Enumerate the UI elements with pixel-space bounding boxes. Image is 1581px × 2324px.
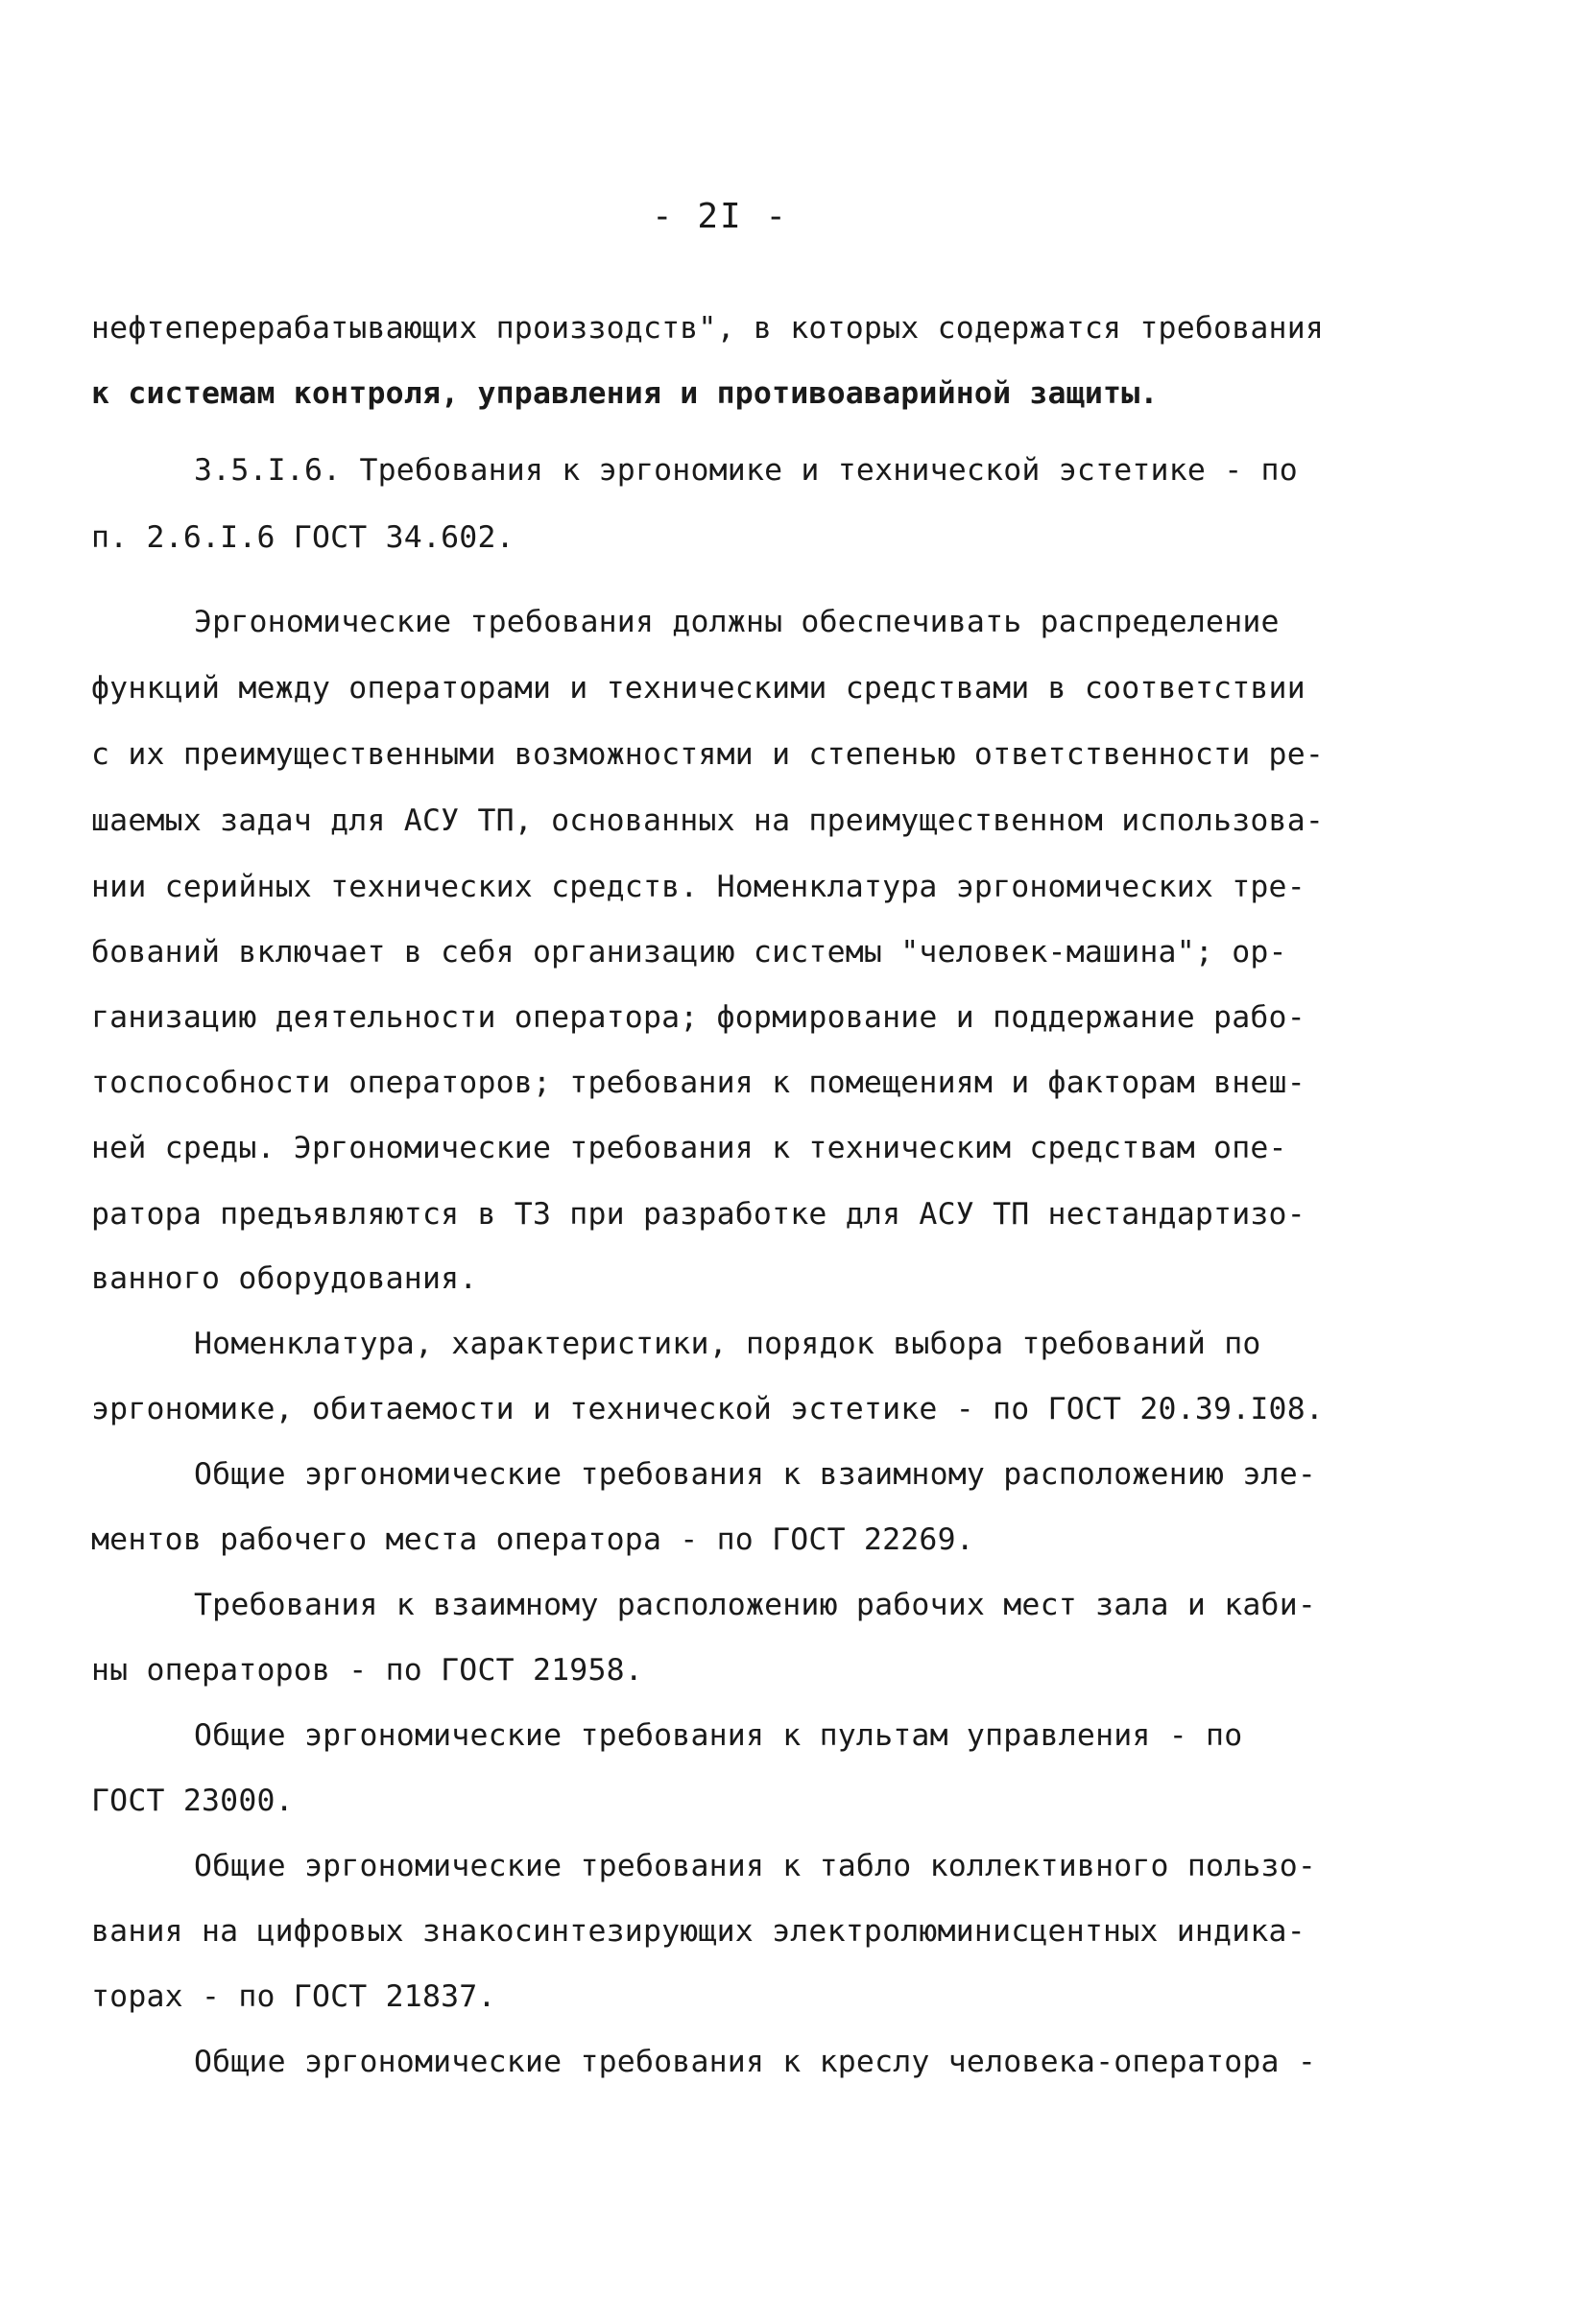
- text-line: Общие эргономические требования к взаимному расположению эле-: [194, 1457, 1317, 1492]
- text-line: Номенклатура, характеристики, порядок выбора требований по: [194, 1327, 1261, 1361]
- text-line: ванного оборудования.: [91, 1261, 478, 1296]
- text-line: с их преимущественными возможностями и степенью ответственности ре-: [91, 737, 1325, 772]
- text-line: ней среды. Эргономические требования к техническим средствам опе-: [91, 1131, 1287, 1165]
- text-line: эргономике, обитаемости и технической эстетике - по ГОСТ 20.39.I08.: [91, 1392, 1325, 1426]
- text-line: нефтеперерабатывающих произзодств", в которых содержатся требования: [91, 311, 1325, 346]
- text-line: нии серийных технических средств. Номенклатура эргономических тре-: [91, 870, 1306, 904]
- text-line: торах - по ГОСТ 21837.: [91, 1979, 496, 2014]
- text-line: ны операторов - по ГОСТ 21958.: [91, 1653, 643, 1688]
- text-line: тоспособности операторов; требования к помещениям и факторам внеш-: [91, 1066, 1306, 1100]
- text-line: к системам контроля, управления и противоаварийной защиты.: [91, 376, 1159, 411]
- text-line: ганизацию деятельности оператора; формирование и поддержание рабо-: [91, 1000, 1306, 1035]
- text-line: Общие эргономические требования к креслу человека-оператора -: [194, 2045, 1317, 2079]
- text-line: вания на цифровых знакосинтезирующих электролюминисцентных индика-: [91, 1914, 1306, 1949]
- text-line: бований включает в себя организацию системы "человек-машина"; ор-: [91, 935, 1287, 970]
- text-line: Эргономические требования должны обеспечивать распределение: [194, 605, 1280, 639]
- text-line: ратора предъявляются в ТЗ при разработке для АСУ ТП нестандартизо-: [91, 1197, 1306, 1232]
- page-number: - 2I -: [651, 197, 789, 236]
- text-line: Общие эргономические требования к табло коллективного пользо-: [194, 1849, 1317, 1883]
- text-line: ментов рабочего места оператора - по ГОСТ 22269.: [91, 1522, 974, 1557]
- text-line: п. 2.6.I.6 ГОСТ 34.602.: [91, 520, 515, 555]
- text-line: функций между операторами и техническими средствами в соответствии: [91, 671, 1306, 706]
- text-line: ГОСТ 23000.: [91, 1784, 294, 1818]
- text-line: шаемых задач для АСУ ТП, основанных на преимущественном использова-: [91, 803, 1325, 838]
- text-line: Общие эргономические требования к пультам управления - по: [194, 1718, 1243, 1753]
- text-line: Требования к взаимному расположению рабочих мест зала и каби-: [194, 1588, 1317, 1622]
- text-line: 3.5.I.6. Требования к эргономике и технической эстетике - по: [194, 453, 1298, 488]
